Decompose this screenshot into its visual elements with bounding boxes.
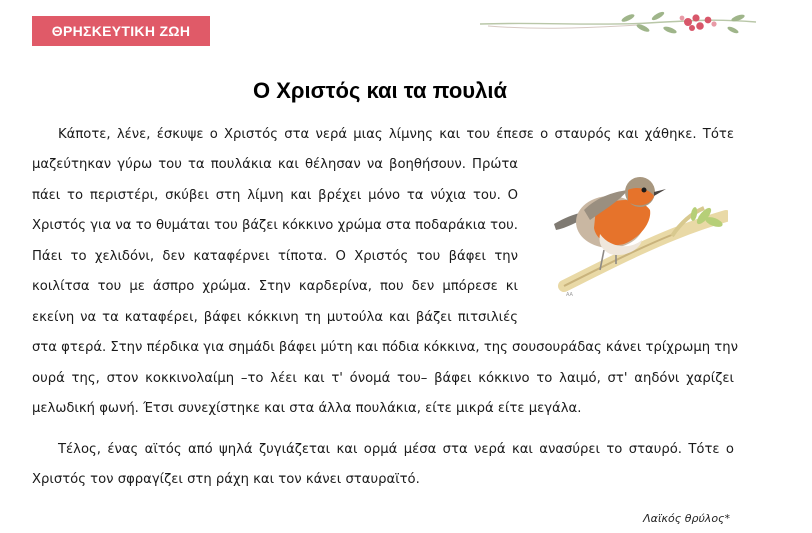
source-attribution: Λαϊκός θρύλος* <box>643 512 730 525</box>
paragraph1-line: εκείνη να τα καταφέρει, βάφει κόκκινη τη μυτούλα και βάζει πιτσιλιές <box>32 310 518 325</box>
paragraph1-line: στα φτερά. Στην πέρδικα για σημάδι βάφει μύτη και πόδια κόκκινα, της σουσουράδας κάνει τρίχρωμη την <box>32 340 738 355</box>
article-title: Ο Χριστός και τα πουλιά <box>253 78 507 103</box>
paragraph2-line: Τέλος, ένας αϊτός από ψηλά ζυγιάζεται και ορμά μέσα στα νερά και ανασύρει το σταυρό. Τότε ο <box>58 442 734 457</box>
paragraph1-line: μαζεύτηκαν γύρω του τα πουλάκια και θέλησαν να βοηθήσουν. Πρώτα <box>32 157 518 172</box>
flower-branch-illustration <box>478 6 758 42</box>
paragraph1-line: Κάποτε, λένε, έσκυψε ο Χριστός στα νερά μιας λίμνης και του έπεσε ο σταυρός και χάθηκε. Τότε <box>58 127 734 142</box>
paragraph1-line: ουρά της, στον κοκκινολαίμη –το λέει και τ' όνομά του– βάφει κόκκινο το λαιμό, στ' αηδόνι χαρίζει <box>32 371 734 386</box>
svg-text:AA: AA <box>566 292 573 298</box>
paragraph1-line: μελωδική φωνή. Έτσι συνεχίστηκε και στα άλλα πουλάκια, είτε μικρά είτε μεγάλα. <box>32 401 582 416</box>
category-badge: ΘΡΗΣΚΕΥΤΙΚΗ ΖΩΗ <box>32 16 210 46</box>
paragraph1-line: πάει το περιστέρι, σκύβει στη λίμνη και βρέχει μόνο τα νύχια του. Ο <box>32 188 518 203</box>
paragraph1-line: κοιλίτσα του με άσπρο χρώμα. Στην καρδερίνα, που δεν μπόρεσε κι <box>32 279 518 294</box>
paragraph2-line: Χριστός τον σφραγίζει στη ράχη και τον κάνει σταυραϊτό. <box>32 472 420 487</box>
robin-on-branch-illustration <box>544 158 728 302</box>
paragraph1-line: Χριστός για να το θυμάται του βάζει κόκκινο χρώμα στα ποδαράκια του. <box>32 218 518 233</box>
paragraph1-line: Πάει το χελιδόνι, δεν καταφέρνει τίποτα. Ο Χριστός του βάφει την <box>32 249 518 264</box>
